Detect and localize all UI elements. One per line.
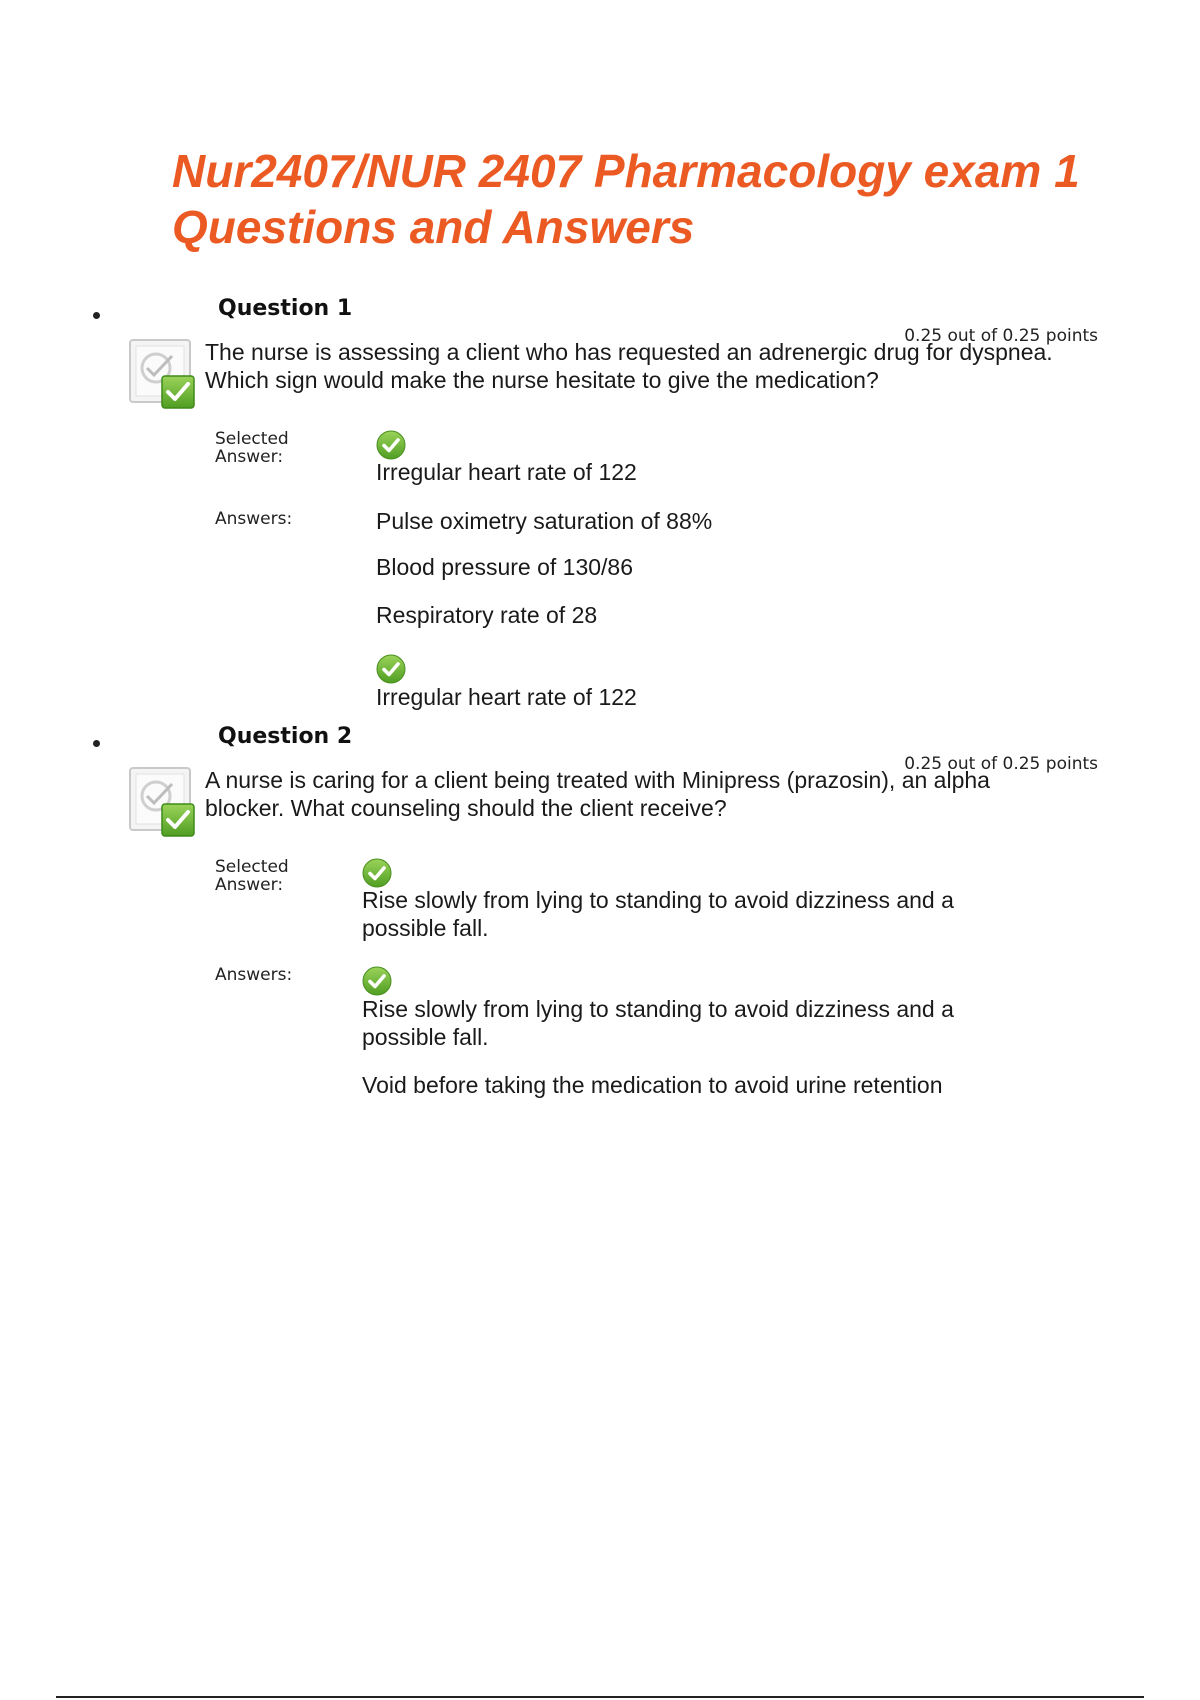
- selected-answer: Irregular heart rate of 122: [376, 459, 637, 485]
- list-bullet: [93, 312, 100, 319]
- page-footer-rule: [56, 1696, 1144, 1698]
- correct-check-icon: [362, 858, 392, 888]
- correct-check-icon: [362, 966, 392, 996]
- answer-option: Pulse oximetry saturation of 88%: [376, 508, 713, 534]
- selected-answer: Rise slowly from lying to standing to avoid dizziness and a possible fall.: [362, 887, 954, 941]
- document-title: Nur2407/NUR 2407 Pharmacology exam 1 Questions and Answers: [172, 145, 1080, 253]
- graded-question-icon: [128, 766, 198, 838]
- answer-option: Void before taking the medication to avoid urine retention: [362, 1072, 943, 1098]
- question-text: The nurse is assessing a client who has requested an adrenergic drug for dyspnea. Which sign would make the nurse hesitate to give the medication?: [205, 339, 1053, 393]
- question-heading: Question 1: [218, 296, 353, 321]
- correct-check-icon: [376, 654, 406, 684]
- answers-label: Answers:: [215, 509, 293, 529]
- question-text: A nurse is caring for a client being treated with Minipress (prazosin), an alpha blocker. What counseling should the client receive?: [205, 767, 990, 821]
- question-points: 0.25 out of 0.25 points: [904, 754, 1098, 774]
- question-heading: Question 2: [218, 724, 353, 749]
- selected-answer-label: Selected Answer:: [215, 429, 289, 467]
- graded-question-icon: [128, 338, 198, 410]
- answer-option: Blood pressure of 130/86: [376, 554, 634, 580]
- answer-option: Respiratory rate of 28: [376, 602, 598, 628]
- list-bullet: [93, 740, 100, 747]
- answers-label: Answers:: [215, 965, 293, 985]
- question-points: 0.25 out of 0.25 points: [904, 326, 1098, 346]
- answer-option-correct: Rise slowly from lying to standing to avoid dizziness and a possible fall.: [362, 996, 954, 1050]
- correct-check-icon: [376, 430, 406, 460]
- selected-answer-label: Selected Answer:: [215, 857, 289, 895]
- answer-option-correct: Irregular heart rate of 122: [376, 684, 637, 710]
